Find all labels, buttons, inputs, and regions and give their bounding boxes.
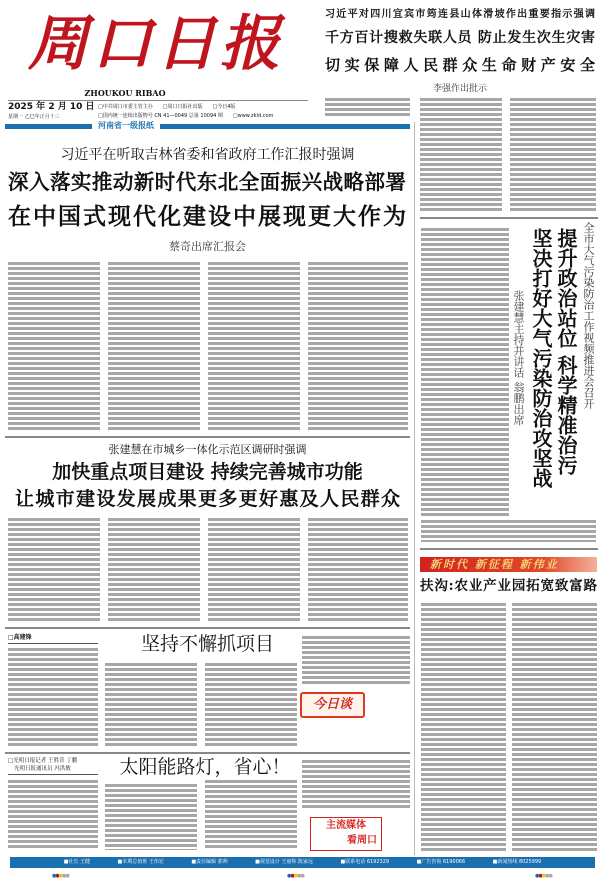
solar-body: [302, 760, 410, 810]
column-divider: [414, 122, 415, 855]
footer-item: ■新闻热线 8025999: [492, 859, 542, 865]
second-body: [308, 518, 408, 621]
footer-bar: [10, 857, 595, 868]
solar-byline-2: 光明日报通讯员 冯洪敏: [14, 766, 71, 772]
info-item: □周口日报社出版: [162, 104, 203, 110]
byline-rule: [8, 774, 98, 775]
vertical-kicker: 全市大气污染防治工作视频推进会召开: [582, 222, 595, 409]
top-right-subhead: 李强作出批示: [432, 84, 487, 94]
second-body: [108, 518, 200, 621]
top-right-headline-2: 切实保障人民群众生命财产安全: [325, 56, 595, 74]
issue-date: 2025 年 2 月 10 日: [8, 102, 95, 112]
divider: [420, 217, 598, 219]
fugou-body: [512, 603, 597, 851]
lead-headline-2: 在中国式现代化建设中展现更大作为: [8, 204, 406, 230]
masthead-pinyin: ZHOUKOU RIBAO: [84, 88, 166, 98]
commentary-body: [105, 663, 197, 748]
masthead-logo: 周口日报: [28, 9, 284, 79]
color-registration-marks: ●●●●●: [287, 873, 304, 879]
vertical-subhead: 张建慧主持并讲话 翁鹏出席: [512, 290, 525, 426]
color-registration-marks: ●●●●●: [535, 873, 552, 879]
info-item: □国内统一连续出版物号 CN 41—0049 总第 10094 期: [98, 113, 223, 119]
commentary-byline: □高建锋: [8, 634, 32, 641]
info-item: □www.zkld.com: [232, 113, 274, 119]
lead-kicker: 习近平在听取吉林省委和省政府工作汇报时强调: [60, 147, 355, 163]
footer-item: ■社长 王健: [63, 859, 91, 865]
slogan-text: 新时代 新征程 新伟业: [430, 558, 559, 571]
info-item: □中共周口市委主管主办: [98, 104, 153, 110]
solar-body: [105, 784, 197, 850]
solar-body: [8, 780, 98, 850]
lead-subhead: 蔡奇出席汇报会: [169, 240, 246, 253]
second-body: [8, 518, 100, 621]
footer-item: ■视觉设计 王丽辉 陈家远: [255, 859, 314, 865]
divider: [5, 627, 410, 629]
solar-byline-1: □光明日报记者 王胜昔 丁鹏: [8, 758, 78, 764]
solar-body: [205, 780, 297, 850]
mainstream-media-promo[interactable]: [310, 817, 382, 851]
lead-body: [108, 262, 200, 430]
second-body: [208, 518, 300, 621]
commentary-body: [205, 663, 297, 748]
jinritan-logo: [300, 692, 365, 718]
vertical-headline-2: 坚决打好大气污染防治攻坚战: [529, 228, 553, 488]
second-kicker: 张建慧在市城乡一体化示范区调研时强调: [108, 443, 307, 456]
divider: [5, 436, 410, 438]
footer-item: ■责任编辑 郭帅: [191, 859, 228, 865]
promo-line-2: 看周口: [347, 835, 377, 846]
byline-rule: [8, 643, 98, 644]
commentary-body: [8, 648, 98, 748]
footer-item: ■本期总值班 王伟宏: [117, 859, 164, 865]
section-bar: [5, 124, 410, 129]
top-right-body: [510, 98, 596, 213]
commentary-body: [302, 636, 410, 684]
masthead-info: [98, 103, 273, 121]
fugou-body: [421, 603, 506, 851]
top-right-body: [420, 98, 502, 213]
lead-headline-1: 深入落实推动新时代东北全面振兴战略部署: [8, 170, 406, 194]
info-row: [98, 103, 273, 112]
jinritan-logo-text: 今日谈: [312, 697, 352, 712]
vertical-article-body: [421, 520, 596, 542]
footer-item: ■联系电话 6192329: [340, 859, 390, 865]
top-right-headline-1: 千方百计搜救失联人员 防止发生次生灾害: [325, 30, 595, 46]
footer-item: ■广告咨询 6190066: [416, 859, 466, 865]
top-right-kicker: 习近平对四川宜宾市筠连县山体滑坡作出重要指示强调: [325, 9, 595, 20]
vertical-article-body: [421, 228, 509, 516]
divider: [420, 548, 598, 550]
commentary-headline: 坚持不懈抓项目: [140, 633, 274, 655]
issue-weekday: 星期一 乙巳年正月十三: [8, 114, 60, 120]
solar-headline: 太阳能路灯，省心！: [119, 756, 291, 778]
lead-body: [8, 262, 100, 430]
second-headline-2: 让城市建设发展成果更多更好惠及人民群众: [15, 488, 400, 510]
divider: [5, 752, 410, 754]
promo-line-1: 主流媒体: [326, 820, 366, 831]
lead-body: [308, 262, 408, 430]
lead-body: [208, 262, 300, 430]
masthead-divider: [8, 100, 308, 101]
vertical-headline-1: 提升政治站位 科学精准治污: [554, 228, 578, 475]
info-row: [98, 112, 273, 121]
color-registration-marks: ●●●●●: [52, 873, 69, 879]
second-headline-1: 加快重点项目建设 持续完善城市功能: [52, 461, 363, 483]
top-right-body: [325, 98, 410, 118]
info-item: □今日4版: [212, 104, 236, 110]
section-bar-label: 河南省一级报纸: [92, 121, 160, 131]
fugou-headline: 扶沟:农业产业园拓宽致富路: [420, 578, 597, 594]
